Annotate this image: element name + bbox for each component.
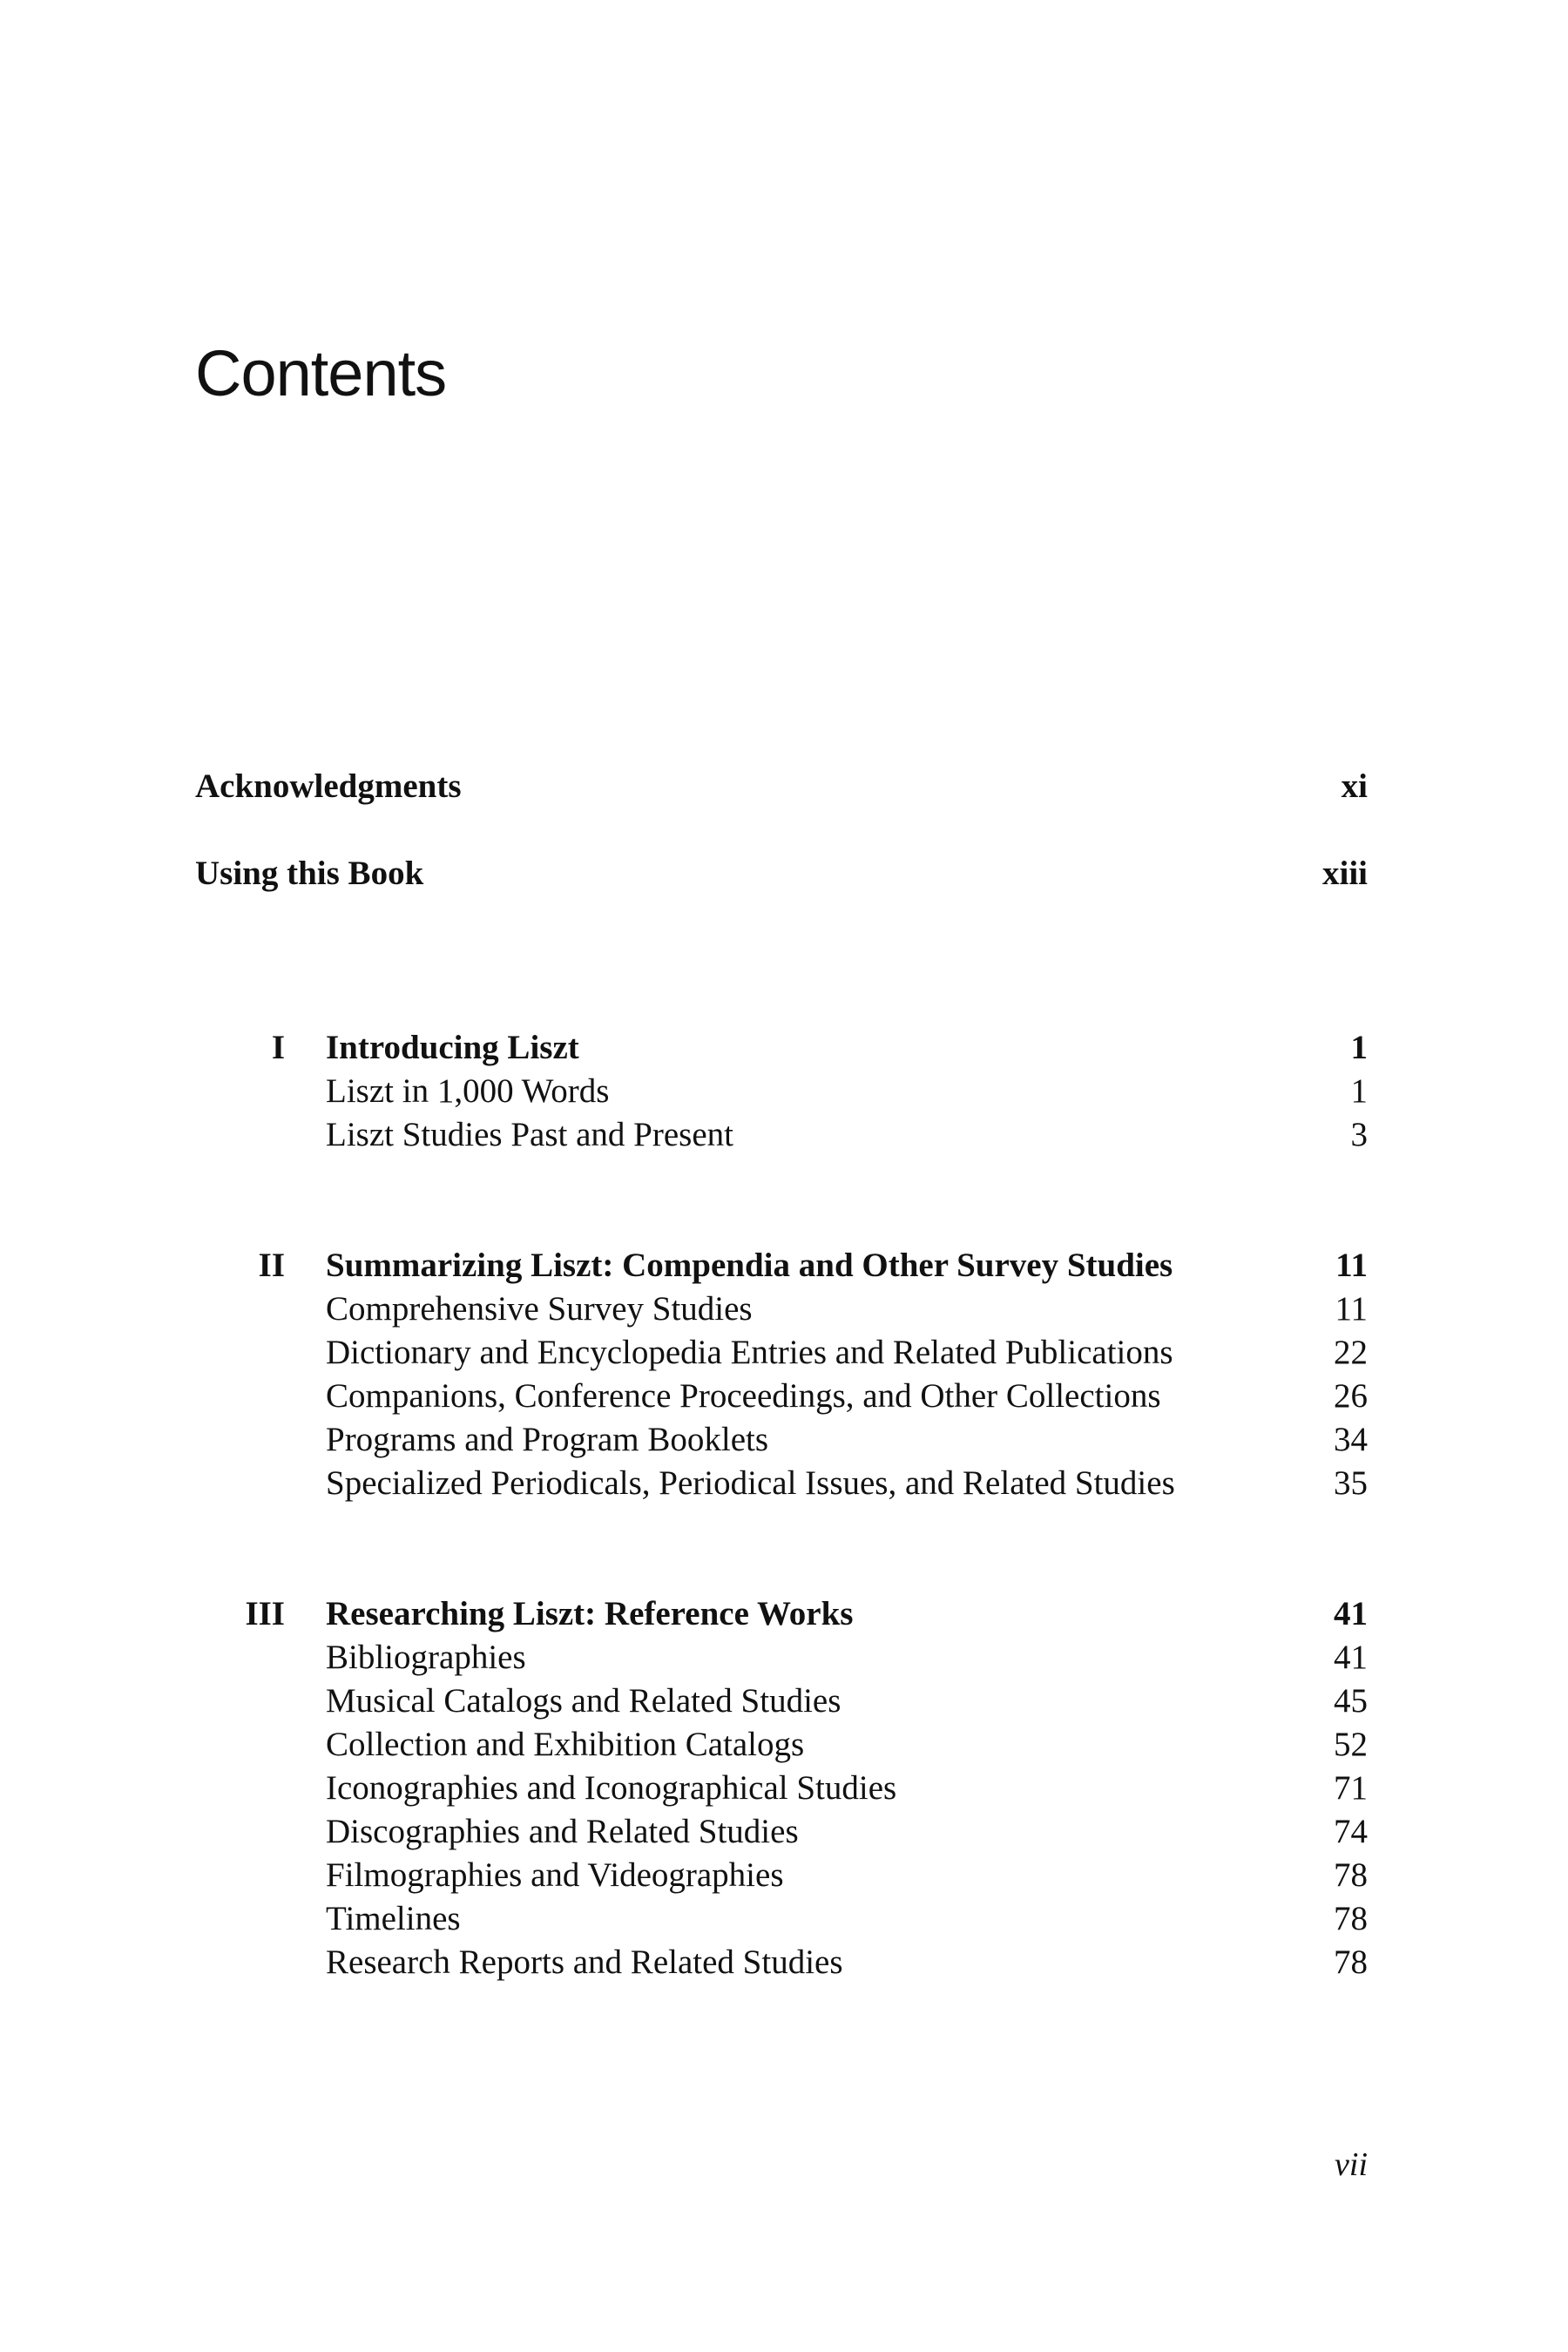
section-title: Dictionary and Encyclopedia Entries and Related Publications [326,1334,1173,1371]
section-title: Timelines [326,1900,461,1937]
section-page: 78 [1334,1900,1368,1937]
toc-entry-page: xiii [1321,855,1368,892]
section-title: Musical Catalogs and Related Studies [326,1682,841,1720]
section-title: Liszt Studies Past and Present [326,1116,733,1153]
section-page: 11 [1335,1290,1368,1328]
page-folio: vii [1335,2146,1368,2183]
chapter-3 [195,1592,1368,1984]
section-entry[interactable] [326,1941,1368,1984]
chapter-numeral: I [271,1029,285,1066]
section-title: Iconographies and Iconographical Studies [326,1769,897,1807]
toc-entry-title: Acknowledgments [195,767,462,805]
section-entry[interactable] [326,1680,1368,1723]
section-entry[interactable] [326,1070,1368,1113]
section-title: Filmographies and Videographies [326,1856,784,1894]
section-page: 78 [1334,1856,1368,1894]
section-entry[interactable] [326,1113,1368,1157]
section-page: 3 [1350,1116,1368,1153]
chapter-title-entry[interactable] [326,1244,1368,1288]
section-page: 22 [1334,1334,1368,1371]
section-page: 71 [1334,1769,1368,1807]
section-title: Bibliographies [326,1639,526,1676]
chapter-title: Researching Liszt: Reference Works [326,1595,854,1632]
chapter-numeral: II [258,1247,285,1284]
section-entry[interactable] [326,1897,1368,1941]
chapter-numeral: III [245,1595,285,1632]
toc-entry-page: xi [1341,767,1368,805]
chapter-2 [195,1244,1368,1505]
section-title: Specialized Periodicals, Periodical Issues, and Related Studies [326,1464,1175,1502]
section-entry[interactable] [326,1810,1368,1854]
page-title: Contents [195,337,447,409]
section-page: 52 [1334,1726,1368,1763]
table-of-contents [195,765,1368,1984]
chapter-title: Summarizing Liszt: Compendia and Other Survey Studies [326,1247,1173,1284]
toc-entry-title: Using this Book [195,855,424,892]
section-entry[interactable] [326,1288,1368,1331]
section-entry[interactable] [326,1331,1368,1375]
chapter-1 [195,1026,1368,1157]
section-entry[interactable] [326,1636,1368,1680]
section-entry[interactable] [326,1723,1368,1767]
section-entry[interactable] [326,1418,1368,1462]
section-title: Companions, Conference Proceedings, and Other Collections [326,1377,1161,1415]
section-entry[interactable] [326,1462,1368,1505]
section-title: Programs and Program Booklets [326,1421,769,1458]
section-page: 41 [1334,1639,1368,1676]
section-title: Comprehensive Survey Studies [326,1290,753,1328]
section-title: Research Reports and Related Studies [326,1943,843,1981]
section-page: 26 [1334,1377,1368,1415]
chapter-page: 11 [1335,1247,1368,1284]
section-page: 34 [1334,1421,1368,1458]
chapter-title-entry[interactable] [326,1592,1368,1636]
section-page: 45 [1334,1682,1368,1720]
section-entry[interactable] [326,1767,1368,1810]
toc-entry-using-this-book[interactable] [195,852,1368,896]
section-page: 35 [1334,1464,1368,1502]
section-page: 78 [1334,1943,1368,1981]
section-entry[interactable] [326,1375,1368,1418]
chapter-title-entry[interactable] [326,1026,1368,1070]
chapter-page: 1 [1350,1029,1368,1066]
chapter-page: 41 [1334,1595,1368,1632]
toc-entry-acknowledgments[interactable] [195,765,1368,808]
section-title: Collection and Exhibition Catalogs [326,1726,805,1763]
chapter-title: Introducing Liszt [326,1029,579,1066]
section-entry[interactable] [326,1854,1368,1897]
section-title: Liszt in 1,000 Words [326,1072,610,1110]
section-page: 74 [1334,1813,1368,1850]
section-page: 1 [1350,1072,1368,1110]
section-title: Discographies and Related Studies [326,1813,799,1850]
